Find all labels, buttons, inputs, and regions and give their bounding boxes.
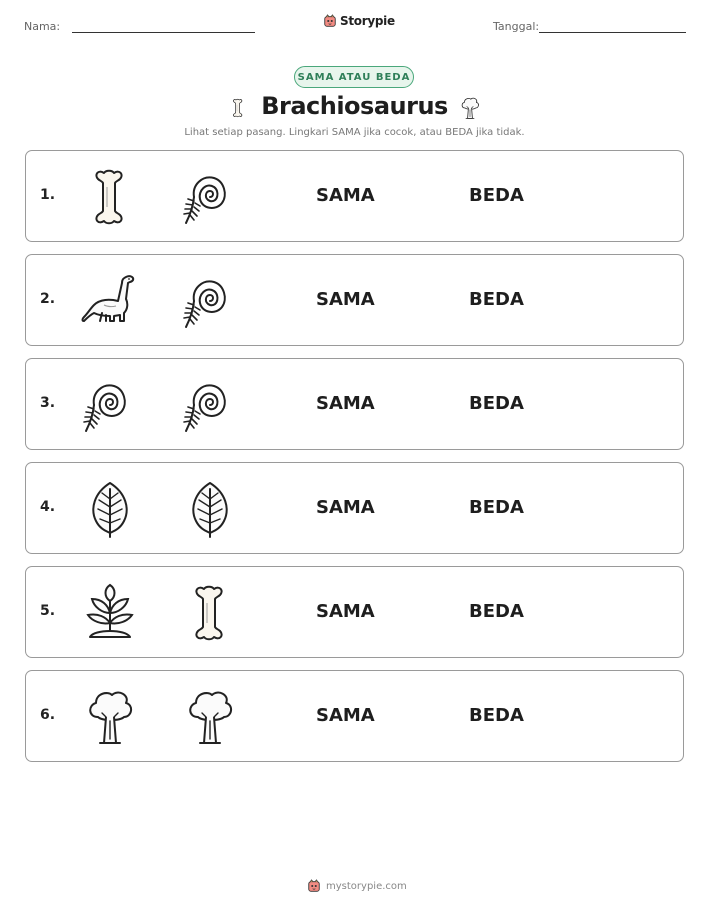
date-field[interactable] (539, 32, 686, 33)
instructions: Lihat setiap pasang. Lingkari SAMA jika cocok, atau BEDA jika tidak. (184, 127, 525, 138)
brand-name: Storypie (340, 14, 395, 28)
question-number: 4. (40, 499, 56, 515)
bone-icon (180, 583, 240, 643)
tree-icon (80, 687, 140, 747)
name-label: Nama: (24, 20, 61, 33)
name-field[interactable] (72, 32, 255, 33)
sama-option[interactable]: SAMA (316, 185, 375, 206)
title-row (0, 92, 709, 126)
question-number: 6. (40, 707, 56, 723)
leaf-icon (80, 479, 140, 539)
question-number: 1. (40, 187, 56, 203)
beda-option[interactable]: BEDA (469, 601, 524, 622)
sama-option[interactable]: SAMA (316, 497, 375, 518)
page-title: Brachiosaurus (261, 92, 448, 120)
storypie-logo-icon (323, 13, 337, 29)
question-row (25, 566, 684, 658)
beda-option[interactable]: BEDA (469, 497, 524, 518)
fern-icon (180, 167, 240, 227)
brand-logo (323, 13, 395, 29)
plant-icon (80, 583, 140, 643)
beda-option[interactable]: BEDA (469, 393, 524, 414)
brachiosaurus-icon (80, 271, 140, 331)
question-number: 2. (40, 291, 56, 307)
sama-option[interactable]: SAMA (316, 393, 375, 414)
sama-option[interactable]: SAMA (316, 289, 375, 310)
sama-option[interactable]: SAMA (316, 601, 375, 622)
question-number: 5. (40, 603, 56, 619)
beda-option[interactable]: BEDA (469, 185, 524, 206)
bone-icon (80, 167, 140, 227)
tree-icon (458, 92, 482, 124)
sama-option[interactable]: SAMA (316, 705, 375, 726)
question-row (25, 150, 684, 242)
footer-url[interactable]: mystorypie.com (326, 880, 407, 892)
worksheet-header (0, 0, 709, 50)
question-row (25, 462, 684, 554)
date-label: Tanggal: (493, 20, 540, 33)
fern-icon (180, 375, 240, 435)
question-row (25, 254, 684, 346)
beda-option[interactable]: BEDA (469, 289, 524, 310)
leaf-icon (180, 479, 240, 539)
question-row (25, 358, 684, 450)
fern-icon (80, 375, 140, 435)
question-row (25, 670, 684, 762)
beda-option[interactable]: BEDA (469, 705, 524, 726)
activity-badge: SAMA ATAU BEDA (294, 66, 414, 88)
question-number: 3. (40, 395, 56, 411)
tree-icon (180, 687, 240, 747)
storypie-logo-icon (307, 878, 321, 894)
fern-icon (180, 271, 240, 331)
footer (307, 878, 407, 894)
